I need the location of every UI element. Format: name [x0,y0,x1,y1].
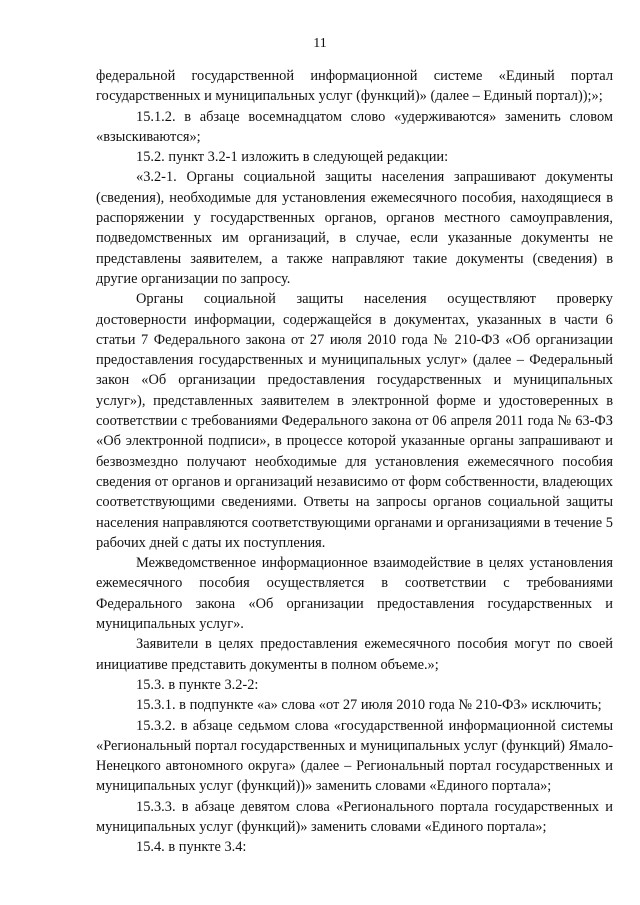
paragraph: 15.1.2. в абзаце восемнадцатом слово «удерживаются» заменить словом «взыскиваются»; [96,108,613,145]
paragraph: Заявители в целях предоставления ежемесячного пособия могут по своей инициативе представить документы в полном объеме.»; [96,636,613,673]
paragraph: Межведомственное информационное взаимодействие в целях установления ежемесячного пособия осуществляется в соответствии с требованиями Федерального закона «Об организации предоставления государственных и муниципальных услуг». [96,555,613,633]
paragraph: 15.3.3. в абзаце девятом слова «Регионального портала государственных и муниципальных услуг (функций)» заменить словами «Единого портала»; [96,798,613,835]
paragraph: 15.2. пункт 3.2-1 изложить в следующей редакции: [136,149,449,166]
page-number: 11 [313,36,327,51]
paragraph: 15.3.2. в абзаце седьмом слова «государственной информационной системы «Региональный портал государственных и муниципальных услуг (функций) Ямало-Ненецкого автономного округа» (далее – Региональный портал государственных и муниципальных услуг (функций))» заменить словами «Единого портала»; [96,717,613,795]
paragraph: Органы социальной защиты населения осуществляют проверку достоверности информации, содержащейся в документах, указанных в части 6 статьи 7 Федерального закона от 27 июля 2010 года № 210-ФЗ «Об организации предоставления государственных и муниципальных услуг» (далее – Федеральный закон «Об организации предоставления государственных и муниципальных услуг»), представленных заявителем в электронной форме и удостоверенных в соответствии с требованиями Федерального закона от 06 апреля 2011 года № 63-ФЗ «Об электронной подписи», в процессе которой указанные органы запрашивают и безвозмездно получают необходимые для установления ежемесячного пособия сведения от органов и организаций независимо от форм собственности, владеющих соответствующими сведениями. Ответы на запросы органов социальной защиты населения направляются соответствующими органами и организациями в течение 5 рабочих дней с даты их поступления. [96,291,613,551]
paragraph: 15.3. в пункте 3.2-2: [136,676,259,693]
paragraph: 15.4. в пункте 3.4: [136,839,247,856]
paragraph: «3.2-1. Органы социальной защиты населения запрашивают документы (сведения), необходимые для установления ежемесячного пособия, находящиеся в распоряжении у государственных органов, органов местного самоуправления, подведомственных им организаций, в случае, если указанные документы не представлены заявителем, а также направляют такие документы (сведения) в другие организации по запросу. [96,169,613,287]
paragraph: федеральной государственной информационной системе «Единый портал государственных и муниципальных услуг (функций)» (далее – Единый портал));»; [96,68,613,105]
paragraph: 15.3.1. в подпункте «а» слова «от 27 июля 2010 года № 210-ФЗ» исключить; [136,697,602,714]
document-body [96,66,613,858]
